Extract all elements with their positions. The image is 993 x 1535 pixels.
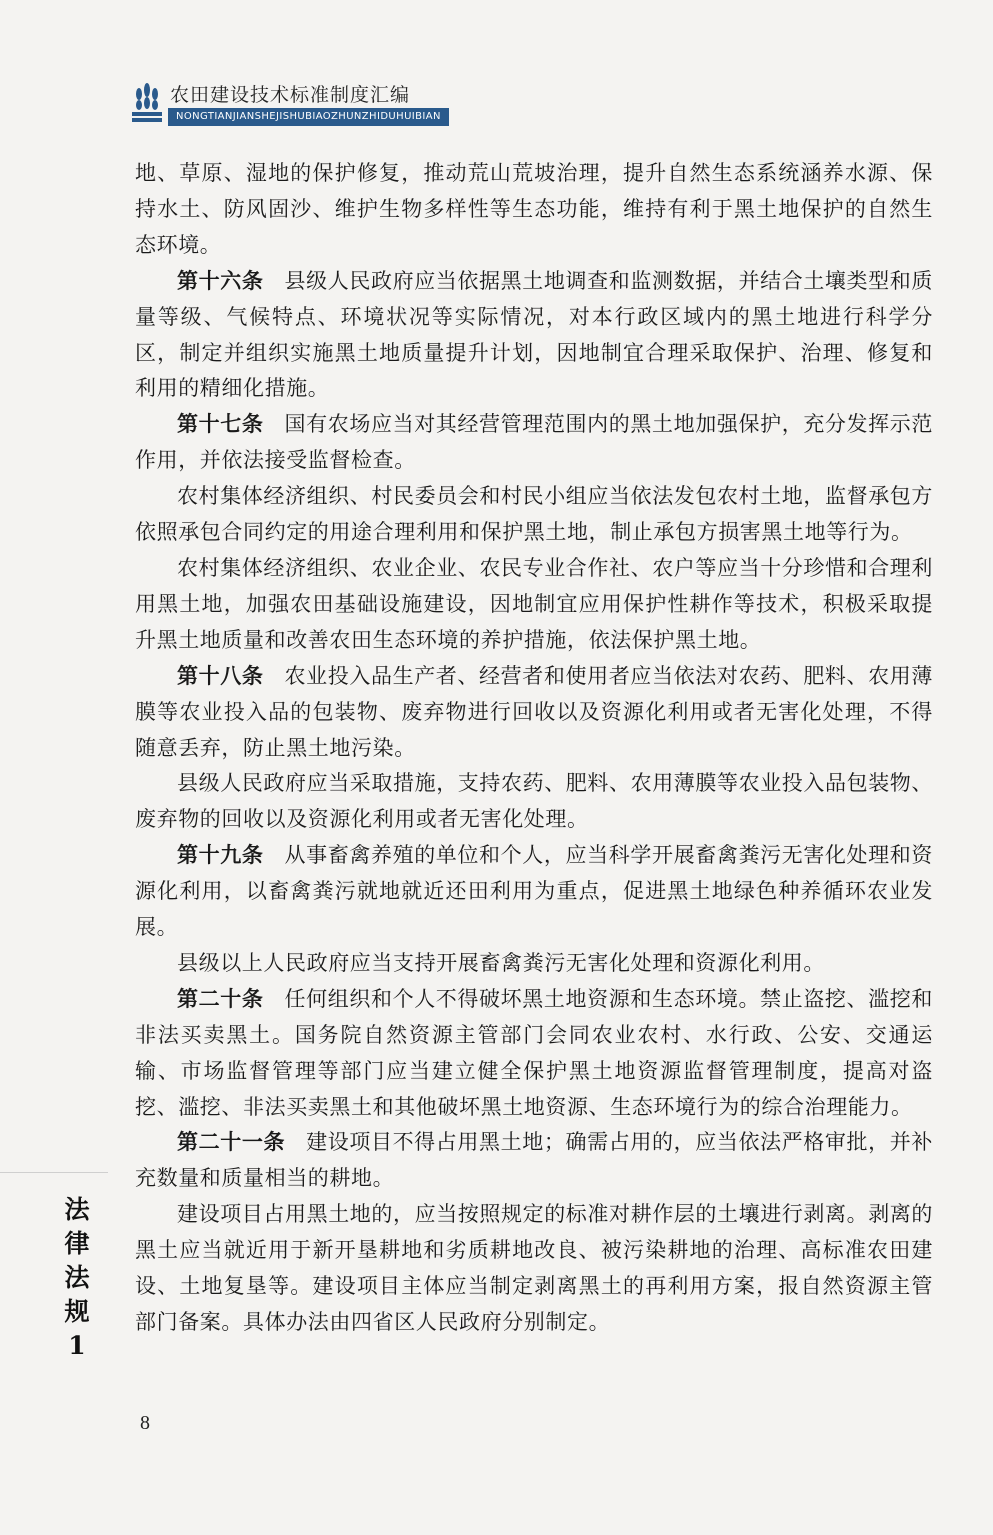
article-text: 农业投入品生产者、经营者和使用者应当依法对农药、肥料、农用薄膜等农业投入品的包装物、废弃物进行回收以及资源化利用或者无害化处理，不得随意丢弃，防止黑土地污染。 <box>135 663 934 760</box>
article-text: 任何组织和个人不得破坏黑土地资源和生态环境。禁止盗挖、滥挖和非法买卖黑土。国务院自然资源主管部门会同农业农村、水行政、公安、交通运输、市场监督管理等部门应当建立健全保护黑土地资源监督管理制度，提高对盗挖、滥挖、非法买卖黑土和其他破坏黑土地资源、生态环境行为的综合治理能力。 <box>135 986 934 1119</box>
section-label-char: 法 <box>64 1195 90 1224</box>
book-title: 农田建设技术标准制度汇编 <box>170 84 411 106</box>
article-21 <box>135 1125 933 1197</box>
paragraph-text: 农村集体经济组织、农业企业、农民专业合作社、农户等应当十分珍惜和合理利用黑土地，加强农田基础设施建设，因地制宜应用保护性耕作等技术，积极采取提升黑土地质量和改善农田生态环境的养护措施，依法保护黑土地。 <box>135 555 933 652</box>
paragraph <box>135 156 933 264</box>
article-number: 第二十一条 <box>177 1130 286 1155</box>
book-title-pinyin: NONGTIANJIANSHEJISHUBIAOZHUNZHIDUHUIBIAN <box>168 108 449 126</box>
paragraph-text: 县级人民政府应当采取措施，支持农药、肥料、农用薄膜等农业投入品包装物、废弃物的回收以及资源化利用或者无害化处理。 <box>135 771 933 832</box>
paragraph <box>135 1197 933 1341</box>
section-side-tab <box>0 1172 108 1373</box>
paragraph <box>135 551 933 659</box>
article-number: 第十七条 <box>177 412 264 437</box>
page-number: 8 <box>140 1412 150 1434</box>
article-text: 从事畜禽养殖的单位和个人，应当科学开展畜禽粪污无害化处理和资源化利用，以畜禽粪污就地就近还田利用为重点，促进黑土地绿色种养循环农业发展。 <box>135 843 934 940</box>
article-number: 第十九条 <box>177 843 264 868</box>
article-16 <box>135 264 933 408</box>
article-18 <box>135 659 933 767</box>
section-label-char: 律 <box>64 1229 90 1258</box>
article-text: 建设项目不得占用黑土地；确需占用的，应当依法严格审批，并补充数量和质量相当的耕地。 <box>135 1130 933 1191</box>
paragraph-text: 农村集体经济组织、村民委员会和村民小组应当依法发包农村土地，监督承包方依照承包合同约定的用途合理利用和保护黑土地，制止承包方损害黑土地等行为。 <box>135 484 933 545</box>
paragraph-text: 建设项目占用黑土地的，应当按照规定的标准对耕作层的土壤进行剥离。剥离的黑土应当就近用于新开垦耕地和劣质耕地改良、被污染耕地的治理、高标准农田建设、土地复垦等。建设项目主体应当制定剥离黑土的再利用方案，报自然资源主管部门备案。具体办法由四省区人民政府分别制定。 <box>135 1202 933 1334</box>
section-label-char: 规 <box>64 1297 90 1326</box>
section-label-char: 法 <box>64 1263 90 1292</box>
body-text <box>135 156 933 1341</box>
article-19 <box>135 838 933 946</box>
section-label <box>62 1193 92 1363</box>
article-text: 县级人民政府应当依据黑土地调查和监测数据，并结合土壤类型和质量等级、气候特点、环境状况等实际情况，对本行政区域内的黑土地进行科学分区，制定并组织实施黑土地质量提升计划，因地制宜合理采取保护、治理、修复和利用的精细化措施。 <box>135 268 934 401</box>
running-header <box>130 74 490 134</box>
paragraph <box>135 479 933 551</box>
paragraph <box>135 946 933 982</box>
section-number: 1 <box>68 1331 86 1360</box>
article-text: 国有农场应当对其经营管理范围内的黑土地加强保护，充分发挥示范作用，并依法接受监督检查。 <box>135 412 934 473</box>
wheat-logo-icon <box>130 82 164 126</box>
paragraph-text: 县级以上人民政府应当支持开展畜禽粪污无害化处理和资源化利用。 <box>177 950 825 975</box>
paragraph-text: 地、草原、湿地的保护修复，推动荒山荒坡治理，提升自然生态系统涵养水源、保持水土、防风固沙、维护生物多样性等生态功能，维持有利于黑土地保护的自然生态环境。 <box>135 161 933 257</box>
article-number: 第十六条 <box>177 268 264 293</box>
article-number: 第十八条 <box>177 663 264 688</box>
paragraph <box>135 766 933 838</box>
article-20 <box>135 982 933 1126</box>
article-17 <box>135 407 933 479</box>
article-number: 第二十条 <box>177 986 264 1011</box>
